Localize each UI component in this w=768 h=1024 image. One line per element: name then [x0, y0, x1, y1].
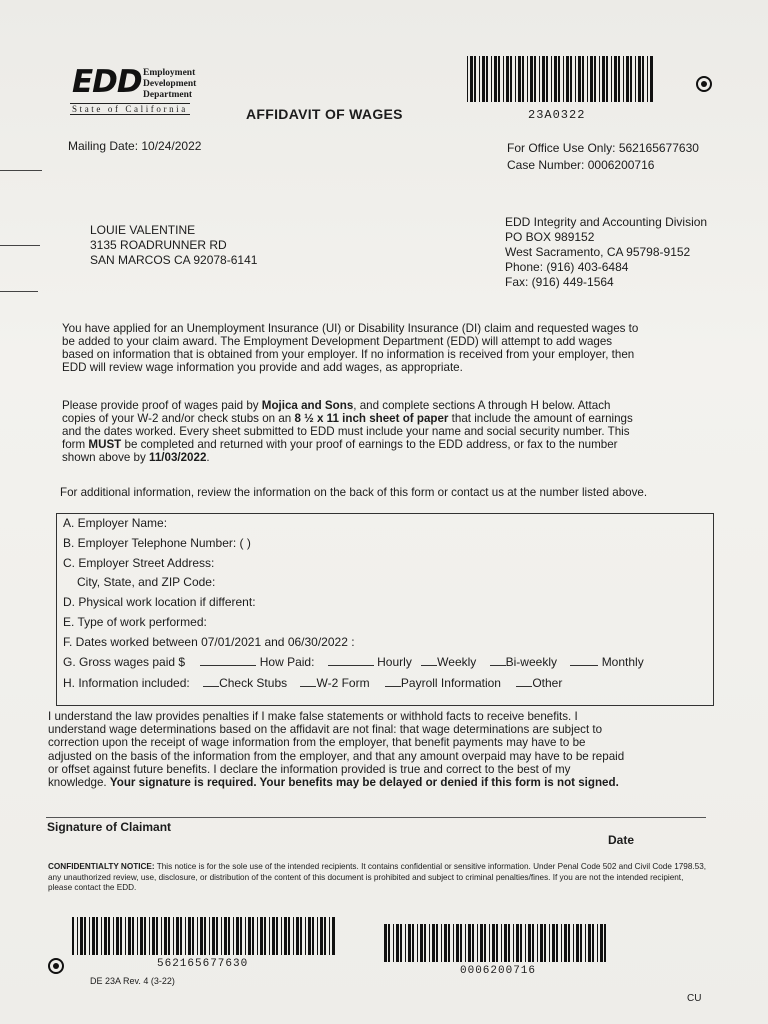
- signature-required-notice: Your signature is required. Your benefits may be delayed or denied if this form is not signed.: [109, 776, 619, 790]
- option-monthly: Monthly: [601, 655, 644, 669]
- registration-mark-icon: [48, 958, 64, 974]
- instructions-paragraph: Please provide proof of wages paid by Mojica and Sons, and complete sections A through H below. Attach copies of your W-2 and/or check stubs on an 8 ½ x 11 inch sheet of paper that include the amount of earnings and the dates worked. Every sheet submitted to EDD must include your name and social security number. This form MUST be completed and returned with your proof of earnings to the EDD address, or fax to the number shown above by 11/03/2022.: [62, 399, 633, 464]
- edd-phone: Phone: (916) 403-6484: [505, 260, 629, 274]
- edd-fax: Fax: (916) 449-1564: [505, 275, 614, 289]
- form-number: DE 23A Rev. 4 (3-22): [90, 976, 175, 986]
- section-b-employer-phone[interactable]: B. Employer Telephone Number: ( ): [63, 536, 251, 550]
- edd-logo-text: EDD: [72, 64, 142, 100]
- margin-mark: [0, 170, 42, 171]
- mailing-date: Mailing Date: 10/24/2022: [68, 139, 202, 153]
- claimant-street: 3135 ROADRUNNER RD: [90, 238, 227, 252]
- declaration-paragraph: I understand the law provides penalties if I make false statements or withhold facts to receive benefits. I understand wage determinations based on the affidavit are not final: that wage determinations are subject to correction upon the receipt of wage information from the employer, that benefit payments may have to be adjusted on the basis of the information from the employer, and that any amount overpaid may have to be repaid or offset against future benefits. I declare the information provided is true and correct to the best of my knowledge. Your signature is required. Your benefits may be delayed or denied if this form is not signed.: [48, 710, 625, 790]
- claimant-address: [90, 223, 257, 268]
- section-c-city-state-zip[interactable]: City, State, and ZIP Code:: [77, 575, 216, 589]
- intro-paragraph: You have applied for an Unemployment Insurance (UI) or Disability Insurance (DI) claim and requested wages to be added to your claim award. The Employment Development Department (EDD) will attempt to add wages based on information that is obtained from your employer. If no information is received from your employer, then EDD will review wage information you provide and add wages, as appropriate.: [62, 322, 639, 374]
- corner-code: CU: [687, 993, 702, 1004]
- option-payroll-info: Payroll Information: [400, 676, 501, 690]
- section-h-info-included[interactable]: H. Information included: Check Stubs W-2 Form Payroll Information Other: [63, 676, 563, 690]
- option-biweekly: Bi-weekly: [505, 655, 557, 669]
- edd-logo-state: State of California: [72, 104, 188, 114]
- date-label: Date: [608, 833, 635, 847]
- form-title: AFFIDAVIT OF WAGES: [246, 106, 403, 122]
- section-e-work-type[interactable]: E. Type of work performed:: [63, 615, 207, 629]
- option-weekly: Weekly: [437, 655, 477, 669]
- option-w2-form: W-2 Form: [316, 676, 370, 690]
- margin-mark: [0, 245, 40, 246]
- signature-line[interactable]: [46, 817, 706, 818]
- confidentiality-notice: CONFIDENTIALTY NOTICE: This notice is for the sole use of the intended recipients. It contains confidential or sensitive information. Under Penal Code 502 and Civil Code 1798.53, any unauthorized review, use, disclosure, or distribution of the content of this document is prohibited and subject to criminal penalties/fines. If you are not the intended recipient, please contact the EDD.: [48, 862, 707, 892]
- bottom-left-barcode: [72, 917, 336, 955]
- employer-name: Mojica and Sons: [261, 399, 354, 412]
- margin-mark: [0, 291, 38, 292]
- bottom-left-barcode-text: 562165677630: [157, 958, 249, 970]
- option-other: Other: [532, 676, 563, 690]
- bottom-right-barcode: [384, 924, 608, 962]
- section-d-work-location[interactable]: D. Physical work location if different:: [63, 595, 256, 609]
- section-g-gross-wages[interactable]: G. Gross wages paid $ How Paid: Hourly Weekly Bi-weekly Monthly: [63, 655, 644, 669]
- edd-logo-subtitle: Employment Development Department: [143, 68, 197, 100]
- claimant-city: SAN MARCOS CA 92078-6141: [90, 253, 258, 267]
- section-a-employer-name[interactable]: A. Employer Name:: [63, 516, 168, 530]
- office-use-number: For Office Use Only: 562165677630: [507, 141, 699, 155]
- registration-mark-icon: [696, 76, 712, 92]
- deadline-date: 11/03/2022: [149, 451, 207, 464]
- edd-return-address: EDD Integrity and Accounting Division PO BOX 989152 West Sacramento, CA 95798-9152 Phone: (916) 403-6484 Fax: (916) 449-1564: [505, 215, 708, 289]
- signature-label: Signature of Claimant: [47, 820, 172, 834]
- option-check-stubs: Check Stubs: [219, 676, 288, 690]
- top-barcode: [467, 56, 653, 102]
- wage-sections-box: [56, 513, 714, 706]
- claimant-name: LOUIE VALENTINE: [90, 223, 196, 237]
- case-number: Case Number: 0006200716: [507, 158, 655, 172]
- bottom-right-barcode-text: 0006200716: [460, 965, 537, 977]
- section-c-employer-address[interactable]: C. Employer Street Address:: [63, 556, 215, 570]
- option-hourly: Hourly: [377, 655, 412, 669]
- top-barcode-text: 23A0322: [528, 108, 586, 122]
- section-f-dates-worked[interactable]: F. Dates worked between 07/01/2021 and 06/30/2022 :: [63, 635, 355, 649]
- additional-info-text: For additional information, review the information on the back of this form or contact us at the number listed above.: [60, 486, 648, 499]
